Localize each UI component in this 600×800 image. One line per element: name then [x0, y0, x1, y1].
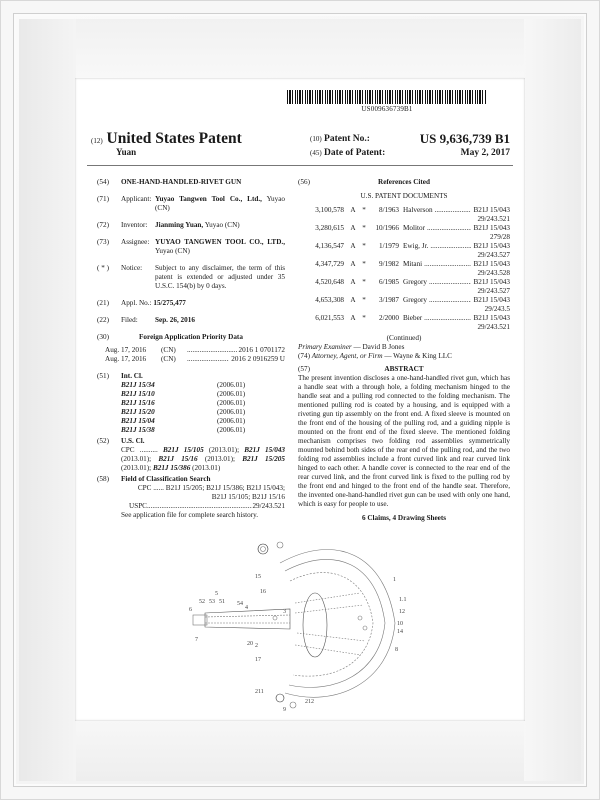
- field-code: (21): [97, 299, 109, 307]
- ref-date: 8/1963: [379, 206, 399, 214]
- drawing-pivot: [276, 694, 284, 702]
- int-cl-class: B21J 15/20: [121, 408, 155, 416]
- ref-kind: A: [350, 242, 356, 250]
- assignee-location: Yuyao (CN): [155, 247, 190, 255]
- applicant-location: Yuyao (CN): [155, 195, 285, 212]
- reference-row: [306, 260, 510, 269]
- int-cl-class: B21J 15/16: [121, 399, 155, 407]
- inventor-surname: Yuan: [116, 147, 137, 157]
- ref-cited-by-examiner: *: [362, 314, 366, 322]
- field-code: (58): [97, 475, 109, 483]
- drawing-reference-numeral: 53: [209, 599, 215, 605]
- drawing-reference-numeral: 5: [215, 591, 218, 597]
- examiner-name: — David B Jones: [351, 343, 405, 351]
- field-title: [97, 178, 285, 187]
- ref-patent-number: 4,136,547: [315, 242, 344, 250]
- drawing-reference-numeral: 20: [247, 641, 253, 647]
- drawing-hatching: [295, 593, 365, 655]
- field-us-cl: [97, 437, 285, 473]
- ref-cited-by-examiner: *: [362, 224, 366, 232]
- date-label: Date of Patent:: [324, 148, 386, 158]
- priority-number: 2016 2 0916259 U: [231, 355, 285, 363]
- frame-bevel-left: [19, 19, 76, 781]
- reference-row: [306, 242, 510, 251]
- ref-subclass: 29/243.521: [477, 323, 510, 331]
- ref-kind: A: [350, 224, 356, 232]
- drawing-pivot-inner: [261, 547, 266, 552]
- cpc-value: B21J 15/205; B21J 15/386; B21J 15/043; B21J 15/105; B21J 15/16: [165, 484, 285, 501]
- int-cl-version: (2006.01): [217, 381, 246, 389]
- assignee-name: YUYAO TANGWEN TOOL CO., LTD.,: [155, 238, 285, 246]
- invention-title: ONE-HAND-HANDLED-RIVET GUN: [121, 178, 242, 186]
- ref-class: B21J 15/043: [473, 242, 510, 250]
- ref-class: B21J 15/043: [473, 278, 510, 286]
- ref-subclass: 29/243.528: [477, 269, 510, 277]
- leader-dots: [424, 314, 471, 323]
- continued-note: (Continued): [386, 334, 422, 342]
- ref-name: Molitor: [403, 224, 425, 232]
- drawing-reference-numeral: 1: [393, 577, 396, 583]
- leader-dots: [429, 278, 472, 287]
- frame-bevel-top: [19, 19, 581, 77]
- field-code: (51): [97, 372, 109, 380]
- primary-examiner: [298, 343, 510, 352]
- int-cl-label: Int. Cl.: [121, 372, 143, 380]
- barcode: [287, 90, 487, 104]
- uspc-value: 29/243.521: [252, 502, 285, 510]
- header-rule: [87, 165, 513, 166]
- field-inventor: [97, 221, 285, 230]
- drawing-pin: [273, 616, 277, 620]
- drawing-reference-numeral: 2: [255, 643, 258, 649]
- inventor-location: Yuyao (CN): [203, 221, 240, 229]
- search-history-note: See application file for complete search history.: [121, 511, 259, 519]
- cpc-label: CPC ......: [137, 484, 164, 492]
- cpc-label: CPC ..........: [121, 446, 158, 454]
- drawing-barrel: [205, 609, 290, 629]
- drawing-pin: [363, 626, 367, 630]
- field-label: Assignee:: [121, 238, 150, 246]
- us-cl-cpc: [121, 446, 285, 473]
- field-code: (56): [298, 178, 310, 186]
- patent-no-code: (10): [310, 135, 322, 143]
- drawing-reference-numeral: 9: [283, 707, 286, 713]
- date-code: (45): [310, 149, 322, 157]
- leader-dots: [147, 502, 252, 511]
- int-cl-class: B21J 15/38: [121, 426, 155, 434]
- leader-dots: [430, 242, 471, 251]
- field-code: (22): [97, 316, 109, 324]
- field-notice: [97, 264, 285, 291]
- field-label: Filed:: [121, 316, 138, 324]
- drawing-reference-numeral: 212: [305, 699, 314, 705]
- drawing-reference-numeral: 1.1: [399, 597, 407, 603]
- int-cl-class: B21J 15/34: [121, 381, 155, 389]
- field-code: (73): [97, 238, 109, 246]
- field-label: Notice:: [121, 264, 143, 272]
- priority-row: [105, 355, 285, 364]
- field-classification-search: [97, 475, 285, 520]
- drawing-reference-numeral: 54: [237, 601, 243, 607]
- appl-number: 15/275,477: [153, 299, 186, 307]
- ref-patent-number: 3,100,578: [315, 206, 344, 214]
- inventor-name: Jianming Yuan,: [155, 221, 204, 229]
- drawing-hatch-curve: [290, 573, 373, 677]
- field-label: Applicant:: [121, 195, 152, 203]
- drawing-labels: [189, 574, 407, 713]
- rivet-gun-drawing: [185, 533, 425, 713]
- ref-cited-by-examiner: *: [362, 206, 366, 214]
- ref-date: 3/1987: [379, 296, 399, 304]
- field-search-cpc: [129, 484, 285, 502]
- ref-patent-number: 3,280,615: [315, 224, 344, 232]
- ref-date: 9/1982: [379, 260, 399, 268]
- cpc-version: (2013.01);: [121, 464, 153, 472]
- priority-country: (CN): [161, 355, 176, 363]
- cpc-class: B21J 15/105: [162, 446, 204, 454]
- field-filed: [97, 316, 285, 325]
- ref-class: B21J 15/043: [473, 314, 510, 322]
- reference-row: [306, 206, 510, 215]
- claims-summary: 6 Claims, 4 Drawing Sheets: [361, 514, 447, 522]
- drawing-reference-numeral: 16: [260, 589, 266, 595]
- int-cl-version: (2006.01): [217, 417, 246, 425]
- field-label: Appl. No.:: [121, 299, 152, 307]
- int-cl-row: [121, 390, 285, 399]
- drawing-reference-numeral: 211: [255, 689, 264, 695]
- patent-number: US 9,636,739 B1: [419, 131, 510, 146]
- uspc-label: USPC: [129, 502, 147, 510]
- ref-class: B21J 15/043: [473, 296, 510, 304]
- drawing-reference-numeral: 52: [199, 599, 205, 605]
- field-assignee: [97, 238, 285, 256]
- field-label: Inventor:: [121, 221, 148, 229]
- attorney-label: Attorney, Agent, or Firm: [311, 352, 383, 360]
- ref-subclass: 29/243.5: [484, 305, 510, 313]
- ref-date: 1/1979: [379, 242, 399, 250]
- ref-class: B21J 15/043: [473, 224, 510, 232]
- drawing-pin: [358, 616, 362, 620]
- ref-kind: A: [350, 296, 356, 304]
- ref-subclass: 29/243.527: [477, 287, 510, 295]
- ref-patent-number: 6,021,553: [315, 314, 344, 322]
- patent-no-label: Patent No.:: [324, 134, 370, 144]
- ref-name: Gregory: [403, 296, 427, 304]
- field-code: (54): [97, 178, 109, 186]
- priority-date: Aug. 17, 2016: [105, 346, 147, 354]
- reference-row: [306, 296, 510, 305]
- field-code: (52): [97, 437, 109, 445]
- drawing-reference-numeral: 51: [219, 599, 225, 605]
- ref-name: Mitani: [403, 260, 423, 268]
- drawing-pivot: [277, 542, 283, 548]
- abstract-heading: ABSTRACT: [384, 365, 424, 373]
- field-code: (30): [97, 333, 109, 341]
- drawing-reference-numeral: 7: [195, 637, 198, 643]
- field-appl-no: [97, 299, 285, 308]
- cpc-class: B21J 15/205: [242, 455, 285, 463]
- leader-dots: [435, 206, 472, 215]
- reference-row: [306, 278, 510, 287]
- cpc-version: (2013.01);: [197, 455, 243, 463]
- ref-cited-by-examiner: *: [362, 296, 366, 304]
- field-int-cl: [97, 372, 285, 435]
- ref-class: B21J 15/043: [473, 260, 510, 268]
- cpc-version: (2013.01);: [203, 446, 245, 454]
- right-column: [298, 178, 510, 523]
- field-code: (74): [298, 352, 310, 360]
- ref-name: Halverson: [403, 206, 433, 214]
- references-heading: References Cited: [378, 178, 430, 186]
- leader-dots: [424, 260, 471, 269]
- drawing-mid-curve: [285, 559, 385, 687]
- applicant-name: Yuyao Tangwen Tool Co., Ltd.,: [155, 195, 262, 203]
- date-of-patent: May 2, 2017: [460, 148, 510, 158]
- int-cl-class: B21J 15/04: [121, 417, 155, 425]
- cpc-class: B21J 15/386: [152, 464, 191, 472]
- priority-date: Aug. 17, 2016: [105, 355, 147, 363]
- ref-name: Ewig, Jr.: [403, 242, 429, 250]
- leader-dots: [429, 296, 472, 305]
- ref-name: Gregory: [403, 278, 427, 286]
- patent-type-code: (12): [91, 137, 103, 145]
- ref-class: B21J 15/043: [473, 206, 510, 214]
- left-column: [97, 178, 285, 528]
- ref-subclass: 279/28: [490, 233, 510, 241]
- drawing-pulling-rod: [205, 615, 290, 623]
- attorney-name: — Wayne & King LLC: [382, 352, 452, 360]
- int-cl-class: B21J 15/10: [121, 390, 155, 398]
- ref-date: 2/2000: [379, 314, 399, 322]
- cpc-version: (2013.01): [190, 464, 221, 472]
- drawing-reference-numeral: 10: [397, 621, 403, 627]
- barcode-number: US009636739B1: [361, 105, 413, 113]
- reference-row: [306, 314, 510, 323]
- int-cl-version: (2006.01): [217, 426, 246, 434]
- ref-subclass: 29/243.521: [477, 215, 510, 223]
- field-applicant: [97, 195, 285, 213]
- cpc-class: B21J 15/16: [158, 455, 198, 463]
- priority-row: [105, 346, 285, 355]
- ref-cited-by-examiner: *: [362, 260, 366, 268]
- int-cl-row: [121, 417, 285, 426]
- ref-kind: A: [350, 278, 356, 286]
- int-cl-version: (2006.01): [217, 408, 246, 416]
- drawing-reference-numeral: 8: [395, 647, 398, 653]
- patent-type-heading: [91, 130, 242, 148]
- priority-heading: Foreign Application Priority Data: [139, 333, 243, 341]
- leader-dots: [187, 346, 237, 355]
- frame-bevel-right: [524, 19, 581, 781]
- int-cl-row: [121, 381, 285, 390]
- ref-kind: A: [350, 206, 356, 214]
- us-cl-label: U.S. Cl.: [121, 437, 145, 445]
- field-code: (72): [97, 221, 109, 229]
- ref-kind: A: [350, 260, 356, 268]
- ref-subclass: 29/243.527: [477, 251, 510, 259]
- drawing-pivot: [290, 702, 296, 708]
- int-cl-row: [121, 426, 285, 435]
- uspc-row: [129, 502, 285, 511]
- us-patent-documents-heading: U.S. PATENT DOCUMENTS: [360, 192, 448, 200]
- drawing-reference-numeral: 3: [283, 609, 286, 615]
- ref-cited-by-examiner: *: [362, 242, 366, 250]
- field-code: (57): [298, 365, 310, 373]
- reference-row: [306, 224, 510, 233]
- drawing-reference-numeral: 6: [189, 607, 192, 613]
- ref-name: Bieber: [403, 314, 423, 322]
- patent-page: [75, 78, 525, 721]
- drawing-reference-numeral: 14: [397, 629, 403, 635]
- int-cl-version: (2006.01): [217, 390, 246, 398]
- patent-type: United States Patent: [106, 130, 242, 147]
- leader-dots: [187, 355, 229, 364]
- drawing-pivot: [258, 544, 268, 554]
- abstract-text: The present invention discloses a one-hand-handled rivet gun, which has a handle seat with a through hole, a folding mechanism hinged to the handle seat and a pulling rod connected to the folding mechanism. The mentioned pulling rod is coated by a housing, and is equipped with a riveting gun tip assembly on the front end. A fixed sleeve is mounted on the front end of the housing of the pulling rod, and a guiding nipple is mounted on the front end of the fixed sleeve. The mentioned folding mechanism comprises two folding rod assemblies symmetrically mounted behind both sides of the rear end of the pulling rod, and the two folding rod assemblies include a front curved link and rear curved link hinged to each other. A handle cover is connected to the rear end of the rear curved link, and the front curved link is fixed to the pulling rod by the front end and hinged to the front end of the handle seat. Therefore, the invented one-hand-handled rivet gun can be used with only one hand, which is easy for people to use.: [298, 374, 510, 508]
- int-cl-row: [121, 399, 285, 408]
- reference-list: [298, 206, 510, 332]
- field-search-label: Field of Classification Search: [121, 475, 211, 483]
- notice-text: Subject to any disclaimer, the term of this patent is extended or adjusted under 35 U.S.C. 154(b) by 0 days.: [155, 264, 285, 290]
- leader-dots: [427, 224, 471, 233]
- drawing-reference-numeral: 12: [399, 609, 405, 615]
- ref-kind: A: [350, 314, 356, 322]
- drawing-reference-numeral: 4: [245, 605, 248, 611]
- int-cl-version: (2006.01): [217, 399, 246, 407]
- field-priority: [97, 333, 285, 364]
- priority-country: (CN): [161, 346, 176, 354]
- field-code: ( * ): [97, 264, 109, 272]
- cpc-version: (2013.01);: [121, 455, 159, 463]
- references-section: [298, 178, 510, 343]
- ref-patent-number: 4,347,729: [315, 260, 344, 268]
- priority-number: 2016 1 0701172: [238, 346, 285, 354]
- ref-patent-number: 4,653,308: [315, 296, 344, 304]
- cpc-class: B21J 15/043: [244, 446, 286, 454]
- attorney: [298, 352, 510, 361]
- int-cl-row: [121, 408, 285, 417]
- filed-date: Sep. 26, 2016: [155, 316, 195, 324]
- drawing-through-hole: [303, 593, 327, 657]
- drawing-reference-numeral: 15: [255, 574, 261, 580]
- ref-patent-number: 4,520,648: [315, 278, 344, 286]
- drawing-reference-numeral: 17: [255, 657, 261, 663]
- examiner-label: Primary Examiner: [298, 343, 352, 351]
- drawing-outer-curve: [280, 550, 395, 698]
- ref-date: 6/1985: [379, 278, 399, 286]
- ref-cited-by-examiner: *: [362, 278, 366, 286]
- field-code: (71): [97, 195, 109, 203]
- abstract-section: [298, 365, 510, 523]
- ref-date: 10/1966: [375, 224, 399, 232]
